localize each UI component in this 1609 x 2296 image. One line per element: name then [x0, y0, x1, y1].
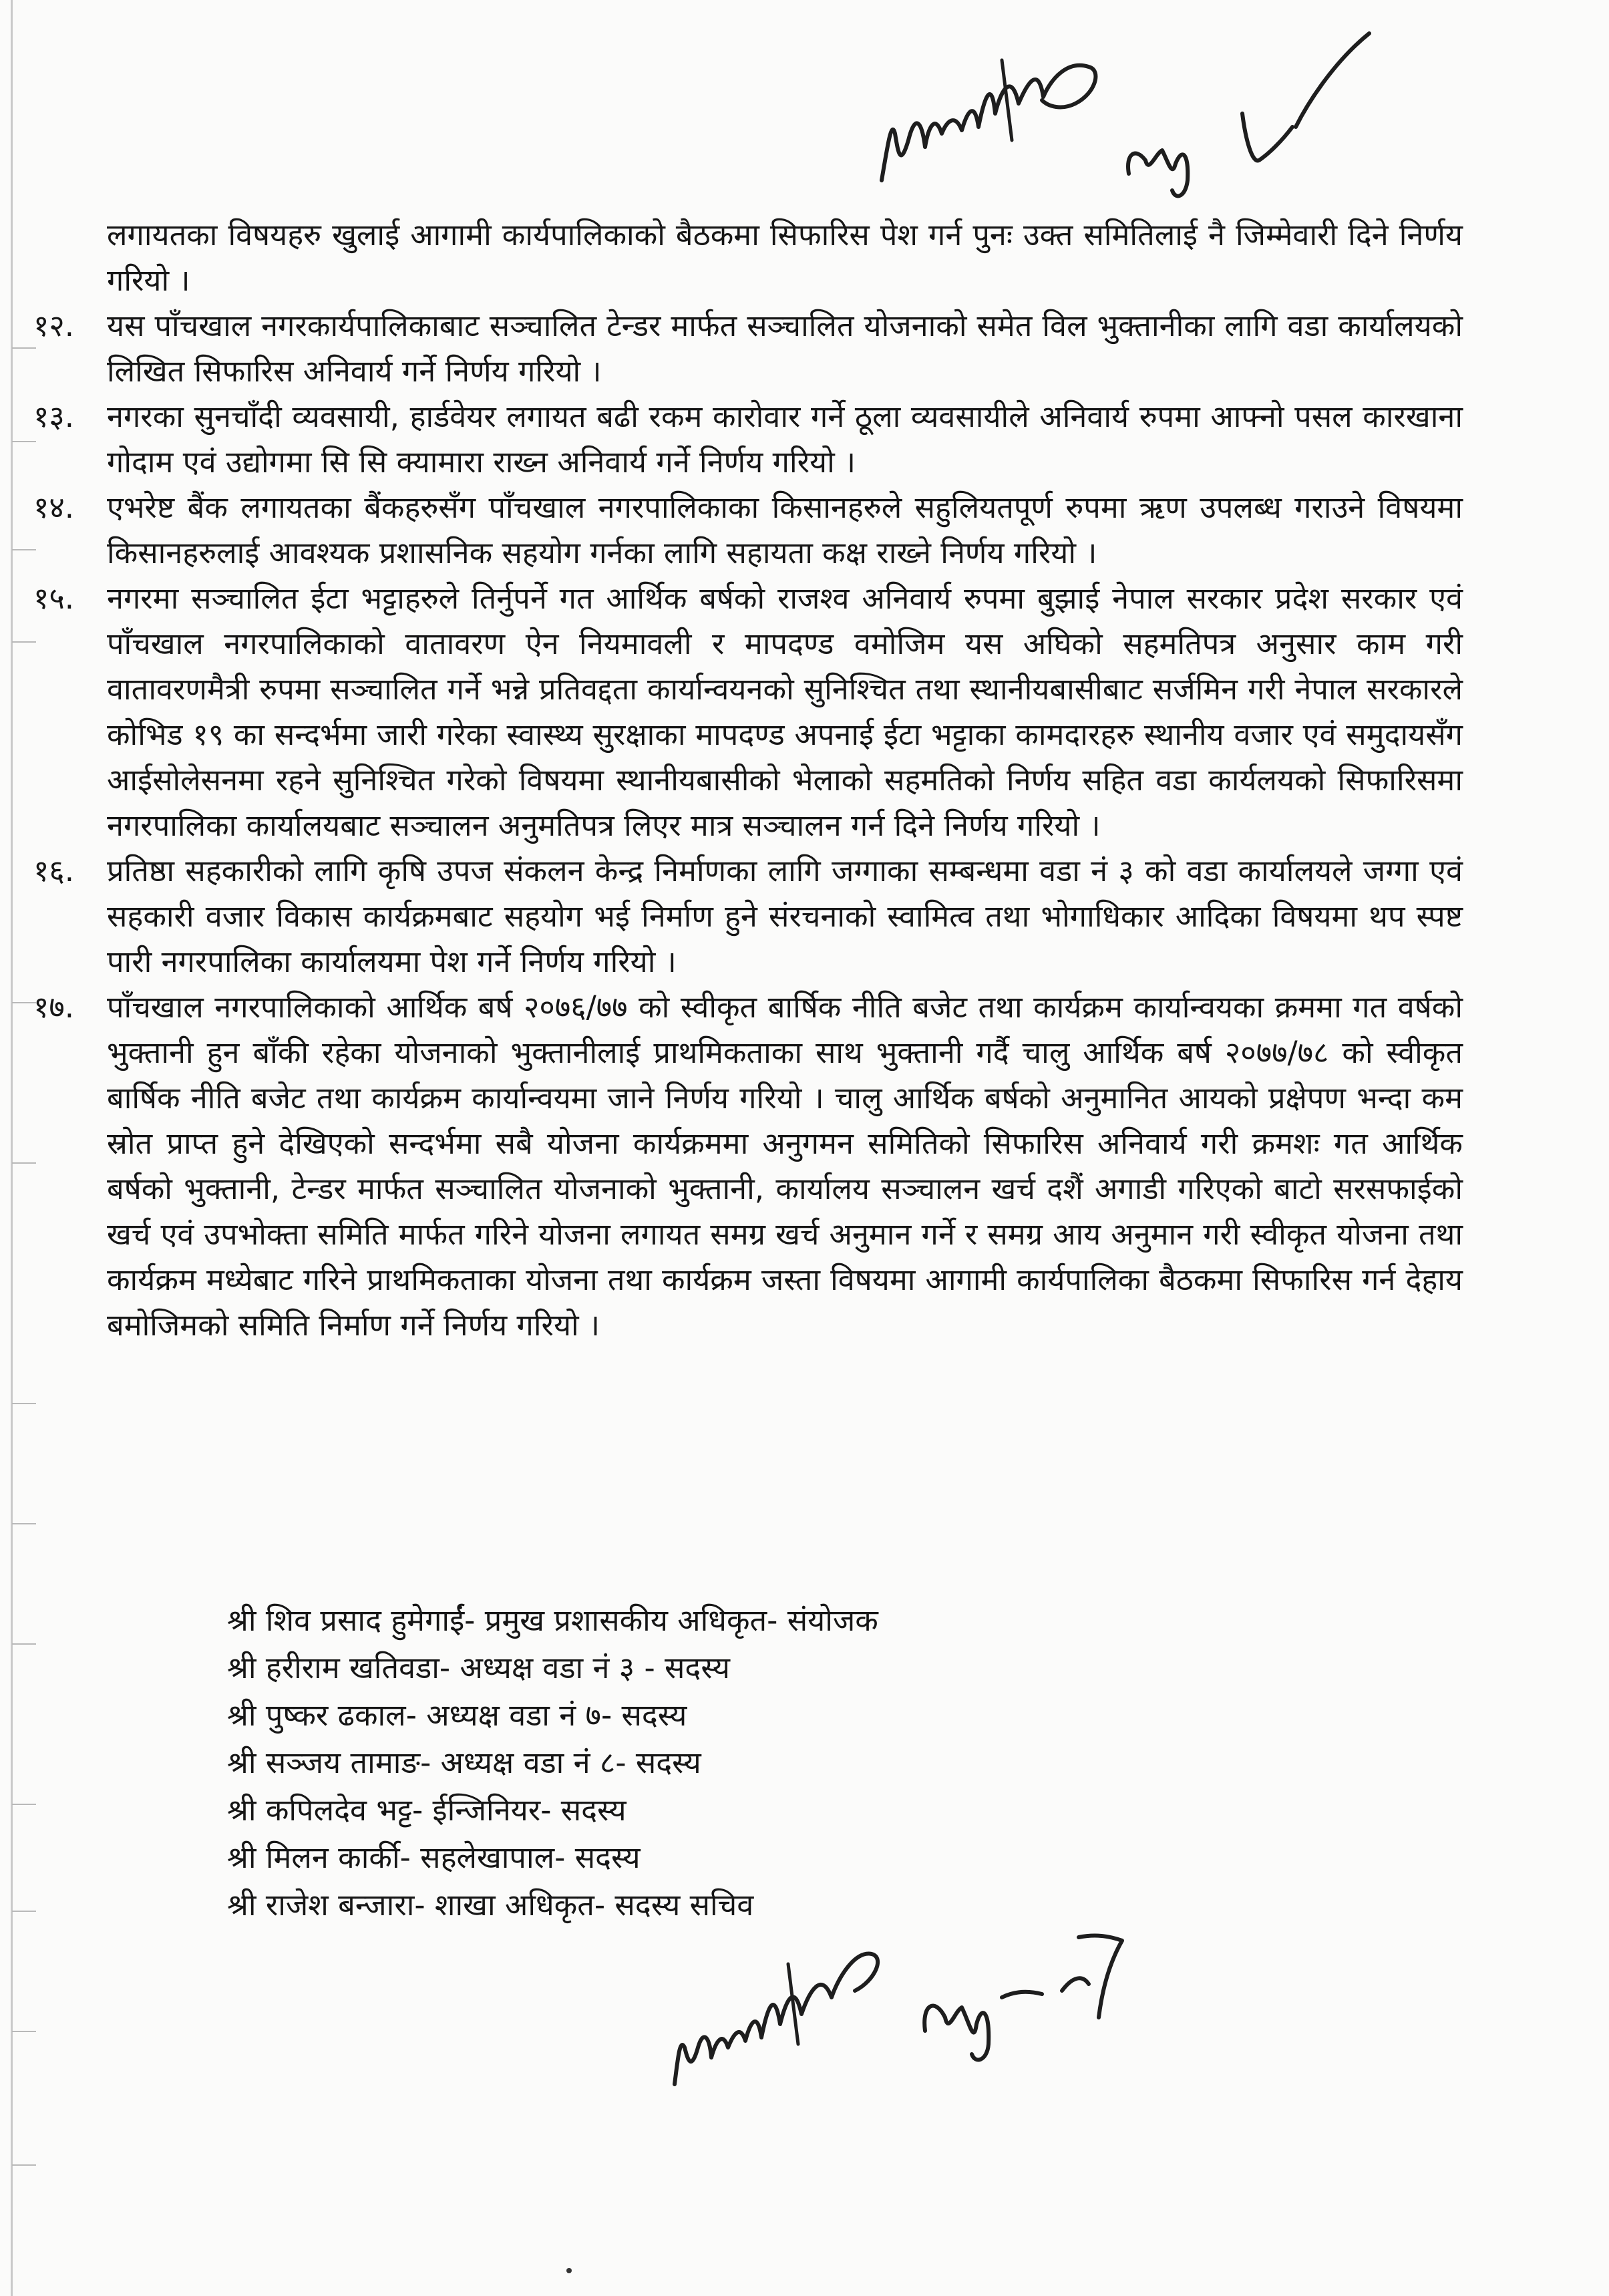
decision-14 — [33, 485, 1463, 576]
margin-tick — [12, 1643, 36, 1645]
signature-bottom-right — [908, 1911, 1189, 2071]
committee-member: श्री राजेश बन्जारा- शाखा अधिकृत- सदस्य सचिव — [227, 1887, 754, 1923]
decision-number: १४. — [33, 490, 75, 525]
decision-16 — [33, 848, 1463, 985]
signature-top-right — [1109, 20, 1389, 207]
decision-text: नगरमा सञ्चालित ईटा भट्टाहरुले तिर्नुपर्ने गत आर्थिक बर्षको राजश्व अनिवार्य रुपमा बुझाई नेपाल सरकार प्रदेश सरकार एवं पाँचखाल नगरपालिकाको वातावरण ऐन नियमावली र मापदण्ड वमोजिम यस अघिको सहमतिपत्र अनुसार काम गरी वातावरणमैत्री रुपमा सञ्चालित गर्ने भन्ने प्रतिवद्दता कार्यान्वयनको सुनिश्चित तथा स्थानीयबासीबाट सर्जमिन गरी नेपाल सरकारले कोभिड १९ का सन्दर्भमा जारी गरेका स्वास्थ्य सुरक्षाका मापदण्ड अपनाई ईटा भट्टाका कामदारहरु स्थानीय वजार एवं समुदायसँग आईसोलेसनमा रहने सुनिश्चित गरेको विषयमा स्थानीयबासीको भेलाको सहमतिको निर्णय सहित वडा कार्यलयको सिफारिसमा नगरपालिका कार्यालयबाट सञ्चालन अनुमतिपत्र लिएर मात्र सञ्चालन गर्न दिने निर्णय गरियो । — [107, 581, 1463, 843]
decision-17 — [33, 985, 1463, 1348]
committee-member: श्री शिव प्रसाद हुमेगाईं- प्रमुख प्रशासकीय अधिकृत- संयोजक — [227, 1603, 878, 1638]
margin-tick — [12, 1002, 36, 1003]
decision-13 — [33, 394, 1463, 485]
document-body — [33, 212, 1463, 1348]
signature-top-left — [868, 40, 1122, 207]
margin-tick — [12, 1911, 36, 1912]
decision-text: पाँचखाल नगरपालिकाको आर्थिक बर्ष २०७६/७७ को स्वीकृत बार्षिक नीति बजेट तथा कार्यक्रम कार्यान्वयका क्रममा गत वर्षको भुक्तानी हुन बाँकी रहेका योजनाको भुक्तानीलाई प्राथमिकताका साथ भुक्तानी गर्दै चालु आर्थिक बर्ष २०७७/७८ को स्वीकृत बार्षिक नीति बजेट तथा कार्यक्रम कार्यान्वयमा जाने निर्णय गरियो । चालु आर्थिक बर्षको अनुमानित आयको प्रक्षेपण भन्दा कम स्रोत प्राप्त हुने देखिएको सन्दर्भमा सबै योजना कार्यक्रममा अनुगमन समितिको सिफारिस अनिवार्य गरी क्रमशः गत आर्थिक बर्षको भुक्तानी, टेन्डर मार्फत सञ्चालित योजनाको भुक्तानी, कार्यालय सञ्चालन खर्च दशैं अगाडी गरिएको बाटो सरसफाईको खर्च एवं उपभोक्ता समिति मार्फत गरिने योजना लगायत समग्र खर्च अनुमान गर्ने र समग्र आय अनुमान गरी स्वीकृत योजना तथा कार्यक्रम मध्येबाट गरिने प्राथमिकताका योजना तथा कार्यक्रम जस्ता विषयमा आगामी कार्यपालिका बैठकमा सिफारिस गर्न देहाय बमोजिमको समिति निर्माण गर्ने निर्णय गरियो । — [107, 989, 1463, 1343]
margin-tick — [12, 441, 36, 442]
committee-member-list — [227, 1597, 1229, 1929]
margin-tick — [12, 641, 36, 643]
decision-number: १५. — [33, 581, 75, 616]
decision-text: प्रतिष्ठा सहकारीको लागि कृषि उपज संकलन केन्द्र निर्माणका लागि जग्गाका सम्बन्धमा वडा नं ३ को वडा कार्यालयले जग्गा एवं सहकारी वजार विकास कार्यक्रमबाट सहयोग भई निर्माण हुने संरचनाको स्वामित्व तथा भोगाधिकार आदिका विषयमा थप स्पष्ट पारी नगरपालिका कार्यालयमा पेश गर्ने निर्णय गरियो । — [107, 853, 1463, 979]
margin-tick — [12, 1523, 36, 1524]
decision-number: १३. — [33, 399, 75, 434]
committee-member: श्री मिलन कार्की- सहलेखापाल- सदस्य — [227, 1840, 641, 1875]
margin-tick — [12, 549, 36, 550]
decision-text: एभरेष्ट बैंक लगायतका बैंकहरुसँग पाँचखाल नगरपालिकाका किसानहरुले सहुलियतपूर्ण रुपमा ऋण उपलब्ध गराउने विषयमा किसानहरुलाई आवश्यक प्रशासनिक सहयोग गर्नका लागि सहायता कक्ष राख्ने निर्णय गरियो । — [107, 490, 1463, 570]
committee-member: श्री कपिलदेव भट्ट- ईन्जिनियर- सदस्य — [227, 1792, 627, 1828]
margin-tick — [12, 1804, 36, 1805]
margin-tick — [12, 2164, 36, 2166]
intro-paragraph: लगायतका विषयहरु खुलाई आगामी कार्यपालिकाको बैठकमा सिफारिस पेश गर्न पुनः उक्त समितिलाई नै जिम्मेवारी दिने निर्णय गरियो । — [107, 217, 1463, 298]
committee-member: श्री सञ्जय तामाङ- अध्यक्ष वडा नं ८- सदस्य — [227, 1745, 701, 1780]
margin-tick — [12, 347, 36, 349]
signature-bottom-left — [661, 1924, 888, 2098]
decision-text: यस पाँचखाल नगरकार्यपालिकाबाट सञ्चालित टेन्डर मार्फत सञ्चालित योजनाको समेत विल भुक्तानीका लागि वडा कार्यालयको लिखित सिफारिस अनिवार्य गर्ने निर्णय गरियो । — [107, 308, 1463, 389]
committee-member: श्री हरीराम खतिवडा- अध्यक्ष वडा नं ३ - सदस्य — [227, 1650, 730, 1685]
page-left-edge — [11, 0, 13, 2296]
margin-tick — [12, 1162, 36, 1164]
decision-15 — [33, 576, 1463, 848]
margin-tick — [12, 1403, 36, 1404]
decision-text: नगरका सुनचाँदी व्यवसायी, हार्डवेयर लगायत बढी रकम कारोवार गर्ने ठूला व्यवसायीले अनिवार्य रुपमा आफ्नो पसल कारखाना गोदाम एवं उद्योगमा सि सि क्यामारा राख्न अनिवार्य गर्ने निर्णय गरियो । — [107, 399, 1463, 480]
margin-tick — [12, 2031, 36, 2032]
decision-number: १२. — [33, 308, 75, 343]
committee-member: श्री पुष्कर ढकाल- अध्यक्ष वडा नं ७- सदस्य — [227, 1697, 687, 1733]
decision-number: १६. — [33, 853, 75, 888]
scan-speck — [566, 2268, 572, 2273]
decision-number: १७. — [33, 989, 75, 1025]
decision-12 — [33, 303, 1463, 394]
